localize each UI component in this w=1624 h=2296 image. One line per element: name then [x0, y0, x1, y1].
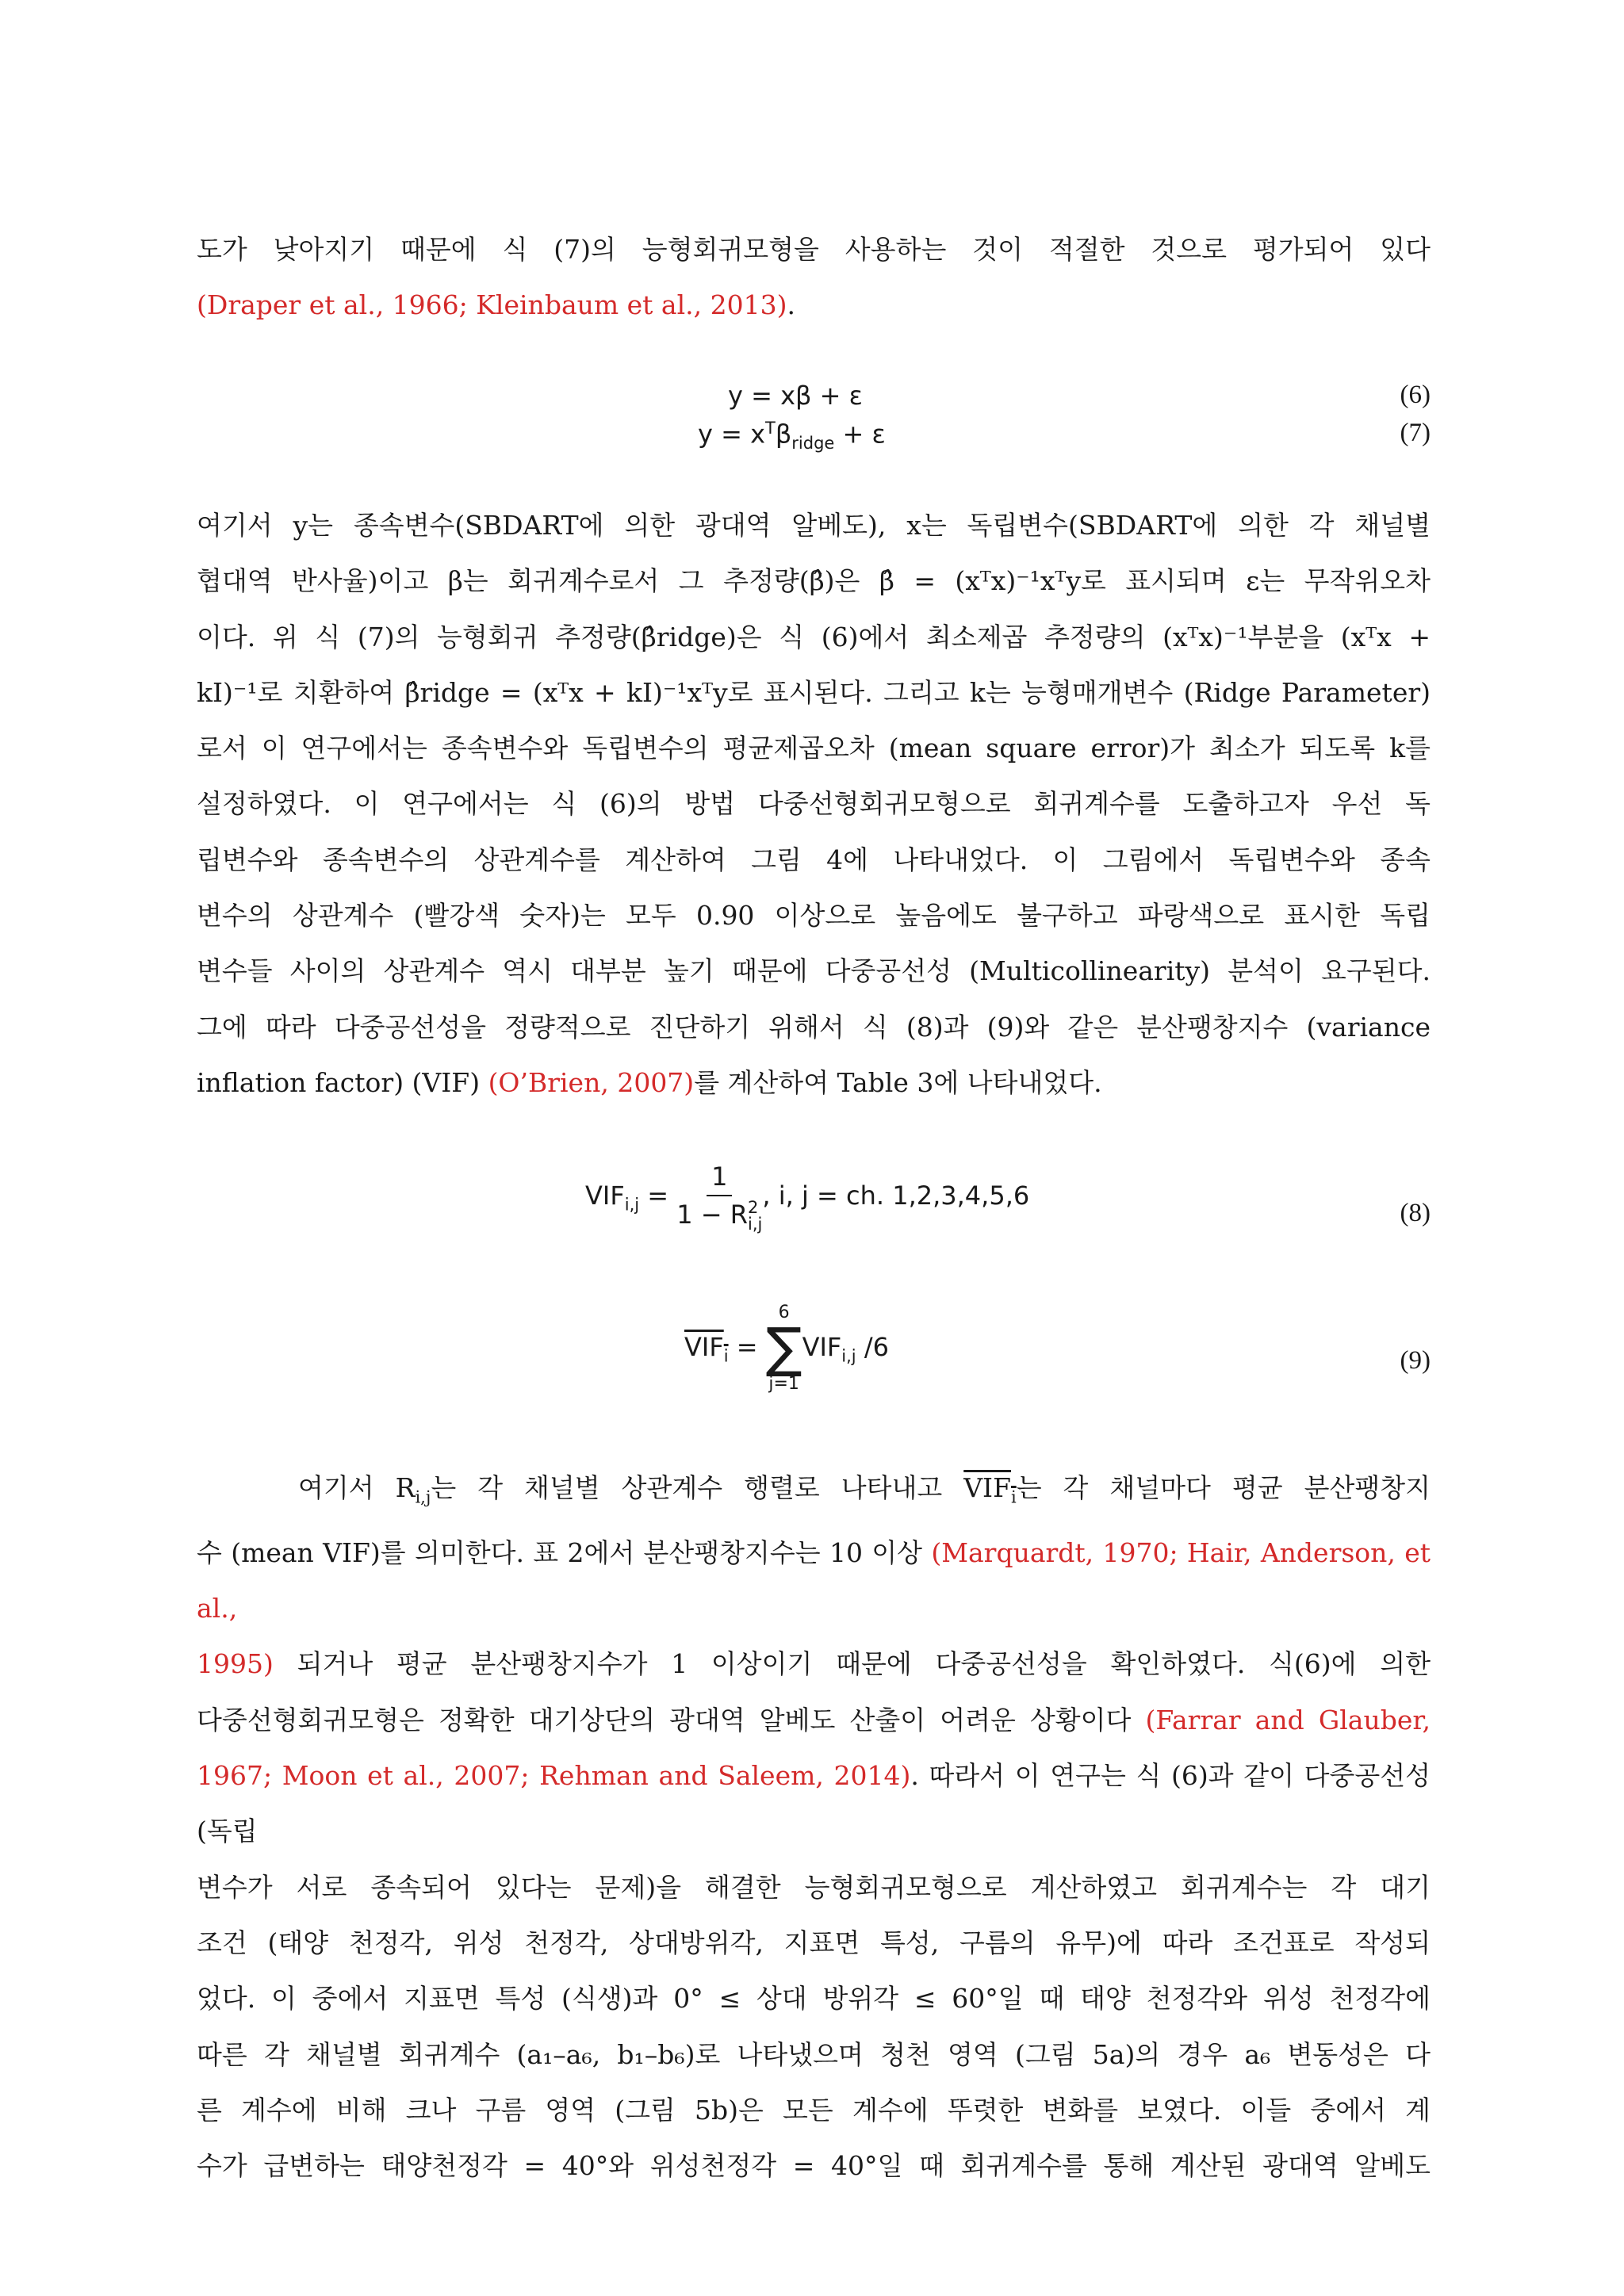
- p2-line: 이다. 위 식 (7)의 능형회귀 추정량(β̂ridge)은 식 (6)에서 최소제곱 추정량의 (xᵀx)⁻¹부분을 (xᵀx +: [197, 621, 1431, 652]
- equation-8-tail: , i, j = ch. 1,2,3,4,5,6: [762, 1181, 1030, 1211]
- equation-8-equals: =: [639, 1181, 677, 1211]
- p3-vif-bar: [963, 1472, 1017, 1507]
- p2-line: 로서 이 연구에서는 종속변수와 독립변수의 평균제곱오차 (mean square error)가 최소가 되도록 k를: [197, 733, 1431, 764]
- equation-9-lhs-sub: i: [723, 1346, 729, 1366]
- p3-l1-a: 여기서 R: [298, 1472, 416, 1503]
- equation-7-sup: T: [765, 419, 776, 438]
- p3-l5-b: . 따라서 이 연구는 식 (6)과 같이 다중공선성 (독립: [197, 1760, 1431, 1847]
- p3-line: 었다. 이 중에서 지표면 특성 (식생)과 0° ≤ 상대 방위각 ≤ 60°일 때 태양 천정각와 위성 천정각에: [197, 1983, 1431, 2015]
- p1-line-1: 도가 낮아지기 때문에 식 (7)의 능형회귀모형을 사용하는 것이 적절한 것으로 평가되어 있다: [197, 234, 1431, 265]
- p2-line: 협대역 반사율)이고 β는 회귀계수로서 그 추정량(β̂)은 β̂ = (xᵀx)⁻¹xᵀy로 표시되며 ε는 무작위오차: [197, 565, 1431, 597]
- equation-8-den-text: 1 − R: [676, 1200, 748, 1230]
- equation-8-number: (8): [1400, 1199, 1431, 1227]
- p3-line: 따른 각 채널별 회귀계수 (a₁–a₆, b₁–b₆)로 나타냈으며 청천 영역 (그림 5a)의 경우 a₆ 변동성은 다: [197, 2038, 1431, 2070]
- equation-8: [585, 1161, 1029, 1233]
- p2-line: 변수들 사이의 상관계수 역시 대부분 높기 때문에 다중공선성 (Multicollinearity) 분석이 요구된다.: [197, 955, 1431, 987]
- equation-8-fraction: [676, 1161, 762, 1233]
- paragraph-1: [197, 222, 1431, 334]
- p2-line: 설정하였다. 이 연구에서는 식 (6)의 방법 다중선형회귀모형으로 회귀계수를 도출하고자 우선 독: [197, 788, 1431, 820]
- p2-line: kI)⁻¹로 치환하여 β̂ridge = (xᵀx + kI)⁻¹xᵀy로 표시된다. 그리고 k는 능형매개변수 (Ridge Parameter): [197, 676, 1431, 708]
- equation-8-lhs-sub: i,j: [624, 1195, 640, 1215]
- equation-7: [698, 419, 886, 453]
- p2-line: 여기서 y는 종속변수(SBDART에 의한 광대역 알베도), x는 독립변수(SBDART에 의한 각 채널별: [197, 510, 1431, 541]
- citation-hair: 1995): [197, 1648, 274, 1680]
- citation-obrien: (O’Brien, 2007): [488, 1066, 695, 1098]
- equation-9-number: (9): [1400, 1346, 1431, 1375]
- p3-line: [197, 1460, 1431, 1525]
- equation-9-equals: =: [728, 1332, 766, 1362]
- sigma-icon: ∑: [765, 1317, 802, 1380]
- p1-period: .: [787, 289, 795, 321]
- p3-l1-sub: i,j: [415, 1487, 431, 1507]
- equation-9-tail: /6: [856, 1332, 889, 1362]
- citation-draper: (Draper et al., 1966; Kleinbaum et al., 2013): [197, 289, 787, 321]
- citation-moon-rehman: 1967; Moon et al., 2007; Rehman and Saleem, 2014): [197, 1760, 911, 1792]
- p3-vif: VIF: [963, 1472, 1011, 1503]
- equation-8-numerator: 1: [707, 1161, 732, 1196]
- paragraph-3: [197, 1460, 1431, 2194]
- citation-farrar: (Farrar and Glauber,: [1145, 1704, 1431, 1735]
- p2-l11-start: inflation factor) (VIF): [197, 1066, 488, 1098]
- p2-line-last: [197, 1055, 1431, 1111]
- equation-6: [728, 381, 863, 411]
- equation-8-denominator: [676, 1196, 762, 1233]
- p3-l2-a: 수 (mean VIF)를 의미한다. 표 2에서 분산팽창지수는 10 이상: [197, 1536, 932, 1568]
- equation-9-lhs-text: VIF: [684, 1332, 724, 1362]
- p3-line: 조건 (태양 천정각, 위성 천정각, 상대방위각, 지표면 특성, 구름의 유무)에 따라 조건표로 작성되: [197, 1927, 1431, 1958]
- p3-line: [197, 1693, 1431, 1748]
- equation-9: [684, 1304, 889, 1393]
- equation-6-body: y = xβ + ε: [728, 381, 863, 411]
- equation-9-upper: 6: [778, 1303, 790, 1322]
- p2-l11-end: 를 계산하여 Table 3에 나타내었다.: [694, 1066, 1102, 1098]
- p3-vif-sub: i: [1010, 1487, 1017, 1507]
- paragraph-2: [197, 498, 1431, 1111]
- equation-7-beta: β: [775, 419, 792, 450]
- equation-7-sub: ridge: [791, 434, 835, 453]
- equation-9-lower: j=1: [768, 1374, 799, 1394]
- p3-line: [197, 1636, 1431, 1692]
- equation-7-lhs: y = x: [698, 419, 766, 450]
- p2-line: 변수의 상관계수 (빨강색 숫자)는 모두 0.90 이상으로 높음에도 불구하고 파랑색으로 표시한 독립: [197, 900, 1431, 932]
- equation-8-den-sub: i,j: [748, 1215, 763, 1234]
- p3-l1-c: 는 각 채널마다 평균 분산팽창지: [1016, 1472, 1431, 1503]
- p2-line: 립변수와 종속변수의 상관계수를 계산하여 그림 4에 나타내었다. 이 그림에서 독립변수와 종속: [197, 844, 1431, 875]
- equation-7-rhs: + ε: [834, 419, 886, 450]
- equation-6-number: (6): [1400, 381, 1431, 409]
- p3-line: [197, 1748, 1431, 1860]
- p3-line: 른 계수에 비해 크나 구름 영역 (그림 5b)은 모든 계수에 뚜렷한 변화를 보였다. 이들 중에서 계: [197, 2094, 1431, 2126]
- p3-l3-b: 되거나 평균 분산팽창지수가 1 이상이기 때문에 다중공선성을 확인하였다. 식(6)에 의한: [273, 1648, 1431, 1680]
- equation-8-lhs: VIF: [585, 1181, 625, 1211]
- p3-line: 수가 급변하는 태양천정각 = 40°와 위성천정각 = 40°일 때 회귀계수를 통해 계산된 광대역 알베도: [197, 2150, 1431, 2182]
- equation-9-body: VIF: [802, 1332, 842, 1362]
- p3-line: 변수가 서로 종속되어 있다는 문제)을 해결한 능형회귀모형으로 계산하였고 회귀계수는 각 대기: [197, 1871, 1431, 1903]
- p3-l1-b: 는 각 채널별 상관계수 행렬로 나타내고: [431, 1472, 964, 1503]
- p2-line: 그에 따라 다중공선성을 정량적으로 진단하기 위해서 식 (8)과 (9)와 같은 분산팽창지수 (variance: [197, 1011, 1431, 1043]
- equation-9-lhs: [684, 1332, 729, 1366]
- equation-9-body-sub: i,j: [841, 1346, 856, 1366]
- p3-line: [197, 1525, 1431, 1637]
- equation-7-number: (7): [1400, 419, 1431, 447]
- citation-marquardt: (Marquardt, 1970; Hair, Anderson, et al.,: [197, 1536, 1431, 1624]
- p3-l4-a: 다중선형회귀모형은 정확한 대기상단의 광대역 알베도 산출이 어려운 상황이다: [197, 1704, 1146, 1735]
- equation-8-den-sup: 2: [748, 1198, 759, 1217]
- equation-9-sum: [766, 1304, 802, 1393]
